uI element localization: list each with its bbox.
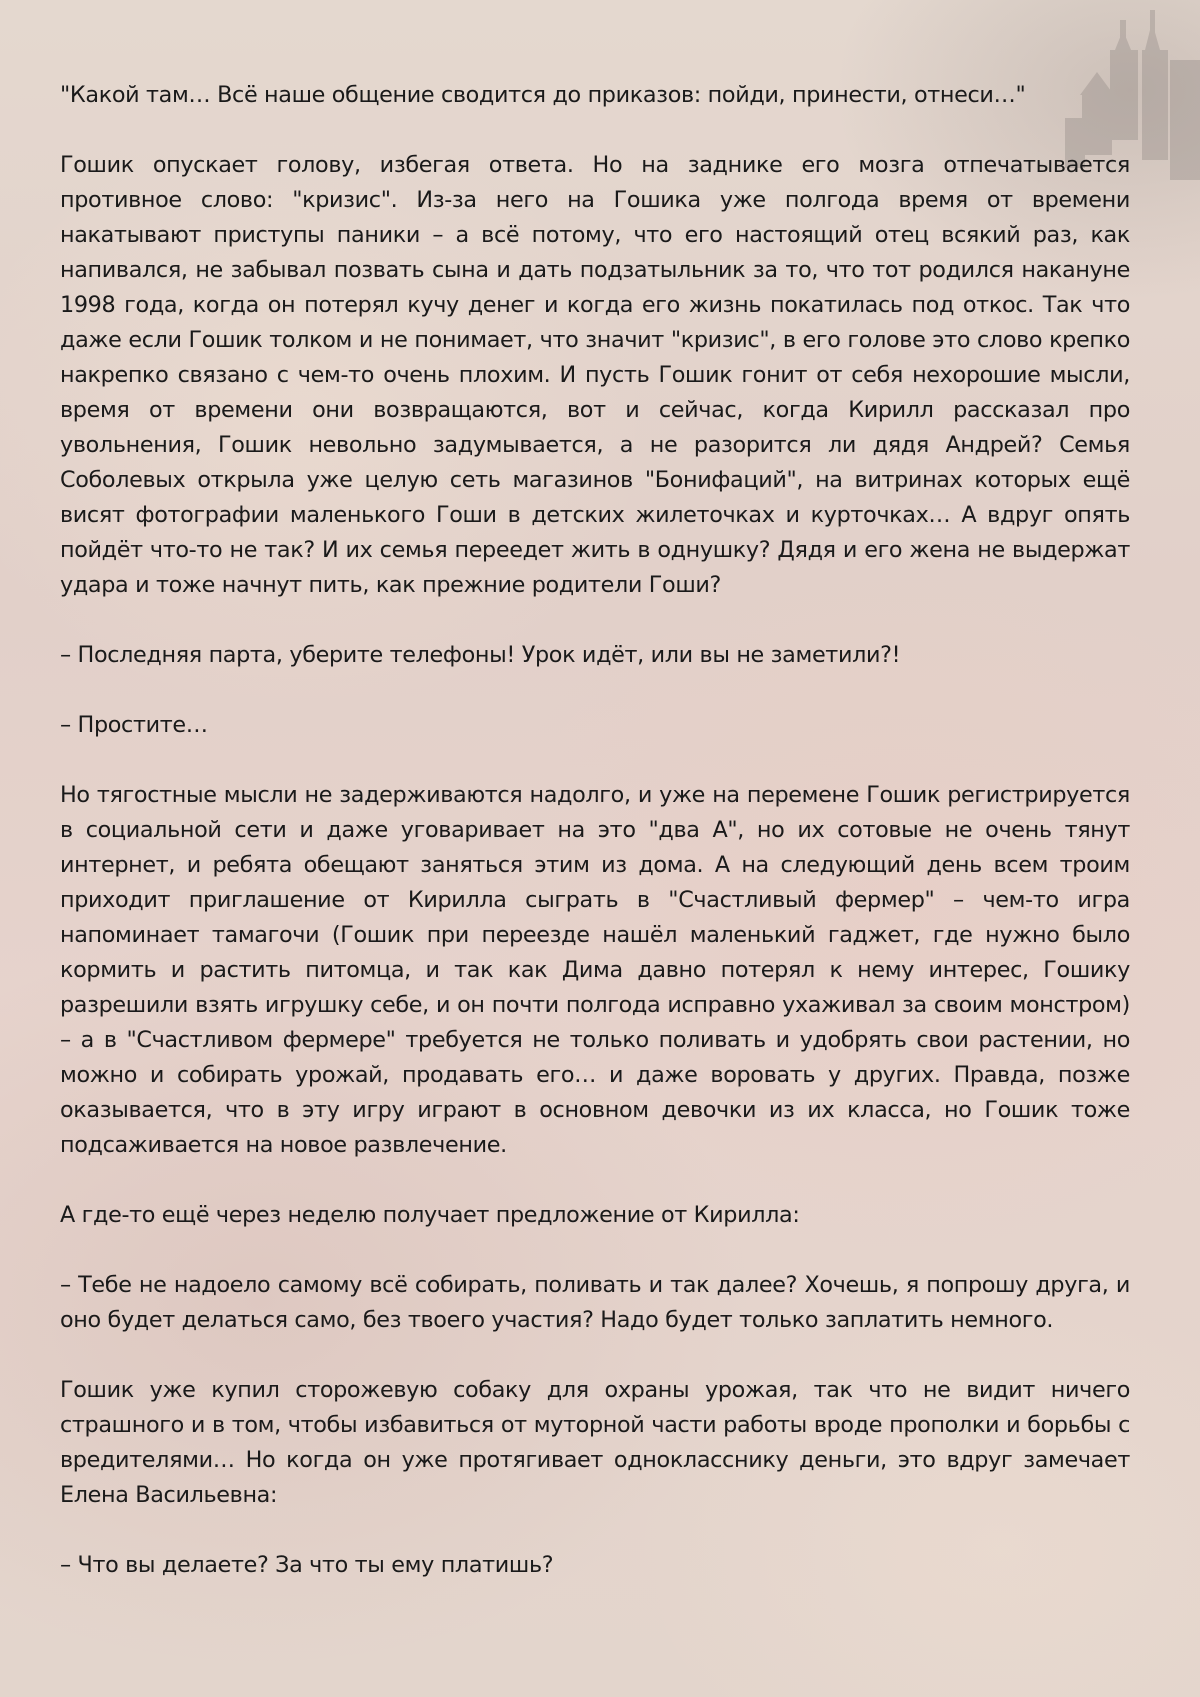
paragraph-8: Гошик уже купил сторожевую собаку для охраны урожая, так что не видит ничего страшного и в том, чтобы избавиться от муторной части работы вроде прополки и борьбы с вредителями… Но когда он уже протягивает однокласснику деньги, это вдруг замечает Елена Васильевна:: [60, 1377, 1130, 1508]
paragraph-3: – Последняя парта, уберите телефоны! Урок идёт, или вы не заметили?!: [60, 642, 901, 668]
paragraph-6: А где-то ещё через неделю получает предложение от Кирилла:: [60, 1202, 800, 1228]
paragraph-9: – Что вы делаете? За что ты ему платишь?: [60, 1552, 554, 1578]
paragraph-5: Но тягостные мысли не задерживаются надолго, и уже на перемене Гошик регистрируется в социальной сети и даже уговаривает на это "два А", но их сотовые не очень тянут интернет, и ребята обещают заняться этим из дома. А на следующий день всем троим приходит приглашение от Кирилла сыграть в "Счастливый фермер" – чем-то игра напоминает тамагочи (Гошик при переезде нашёл маленький гаджет, где нужно было кормить и растить питомца, и так как Дима давно потерял к нему интерес, Гошику разрешили взять игрушку себе, и он почти полгода исправно ухаживал за своим монстром) – а в "Счастливом фермере" требуется не только поливать и удобрять свои растении, но можно и собирать урожай, продавать его… и даже воровать у других. Правда, позже оказывается, что в эту игру играют в основном девочки из их класса, но Гошик тоже подсаживается на новое развлечение.: [60, 782, 1130, 1158]
paragraph-7: – Тебе не надоело самому всё собирать, поливать и так далее? Хочешь, я попрошу друга, и оно будет делаться само, без твоего участия? Надо будет только заплатить немного.: [60, 1272, 1130, 1333]
paragraph-2: Гошик опускает голову, избегая ответа. Но на заднике его мозга отпечатывается противное слово: "кризис". Из-за него на Гошика уже полгода время от времени накатывают приступы паники – а всё потому, что его настоящий отец всякий раз, как напивался, не забывал позвать сына и дать подзатыльник за то, что тот родился накануне 1998 года, когда он потерял кучу денег и когда его жизнь покатилась под откос. Так что даже если Гошик толком и не понимает, что значит "кризис", в его голове это слово крепко накрепко связано с чем-то очень плохим. И пусть Гошик гонит от себя нехорошие мысли, время от времени они возвращаются, вот и сейчас, когда Кирилл рассказал про увольнения, Гошик невольно задумывается, а не разорится ли дядя Андрей? Семья Соболевых открыла уже целую сеть магазинов "Бонифаций", на витринах которых ещё висят фотографии маленького Гоши в детских жилеточках и курточках… А вдруг опять пойдёт что-то не так? И их семья переедет жить в однушку? Дядя и его жена не выдержат удара и тоже начнут пить, как прежние родители Гоши?: [60, 152, 1130, 598]
document-text: [60, 78, 1130, 1583]
paragraph-1: "Какой там… Всё наше общение сводится до приказов: пойди, принести, отнеси…": [60, 82, 1026, 108]
paragraph-4: – Простите…: [60, 712, 208, 738]
